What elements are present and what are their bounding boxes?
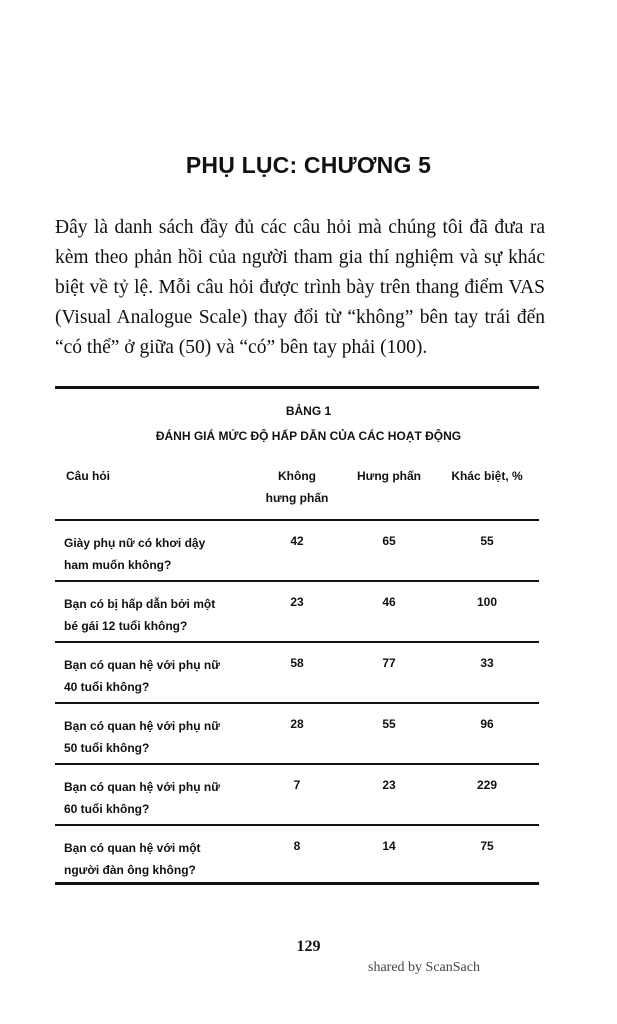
table-row bbox=[55, 763, 539, 824]
row-question-line2: ham muốn không? bbox=[64, 558, 172, 572]
table-top-rule bbox=[55, 386, 539, 389]
row-not-aroused-value: 8 bbox=[293, 839, 301, 853]
page-title: PHỤ LỤC: CHƯƠNG 5 bbox=[185, 152, 432, 178]
row-difference-value: 96 bbox=[480, 717, 494, 731]
row-aroused-value: 77 bbox=[382, 656, 396, 670]
table-row bbox=[55, 641, 539, 702]
row-question bbox=[64, 654, 244, 698]
row-question-line2: 60 tuổi không? bbox=[64, 802, 150, 816]
header-not-aroused-line2: hưng phấn bbox=[265, 491, 329, 505]
row-not-aroused-value: 7 bbox=[293, 778, 301, 792]
row-aroused-value: 14 bbox=[382, 839, 396, 853]
row-question-line1: Bạn có quan hệ với phụ nữ bbox=[64, 719, 220, 733]
table-label: BẢNG 1 bbox=[285, 404, 332, 418]
row-question-line1: Bạn có bị hấp dẫn bởi một bbox=[64, 597, 216, 611]
header-difference: Khác biệt, % bbox=[451, 469, 523, 483]
table-row bbox=[55, 702, 539, 763]
row-question bbox=[64, 837, 244, 881]
row-question bbox=[64, 776, 244, 820]
row-question-line1: Bạn có quan hệ với phụ nữ bbox=[64, 658, 220, 672]
table-title: ĐÁNH GIÁ MỨC ĐỘ HẤP DẪN CỦA CÁC HOẠT ĐỘNG bbox=[155, 429, 462, 443]
header-not-aroused bbox=[262, 465, 332, 509]
row-question-line2: 40 tuổi không? bbox=[64, 680, 150, 694]
row-difference-value: 100 bbox=[476, 595, 498, 609]
row-question bbox=[64, 715, 244, 759]
row-not-aroused-value: 28 bbox=[290, 717, 304, 731]
row-question-line2: 50 tuổi không? bbox=[64, 741, 150, 755]
row-question-line2: bé gái 12 tuổi không? bbox=[64, 619, 188, 633]
row-aroused-value: 23 bbox=[382, 778, 396, 792]
page-number: 129 bbox=[296, 938, 321, 955]
row-difference-value: 33 bbox=[480, 656, 494, 670]
row-question bbox=[64, 532, 244, 576]
header-question: Câu hỏi bbox=[66, 469, 110, 483]
row-difference-value: 229 bbox=[476, 778, 498, 792]
row-question-line2: người đàn ông không? bbox=[64, 863, 196, 877]
table-bottom-rule bbox=[55, 882, 539, 885]
header-aroused: Hưng phấn bbox=[356, 469, 421, 483]
row-question-line1: Bạn có quan hệ với phụ nữ bbox=[64, 780, 220, 794]
header-not-aroused-line1: Không bbox=[278, 469, 316, 483]
row-question bbox=[64, 593, 244, 637]
row-difference-value: 55 bbox=[480, 534, 494, 548]
table-row bbox=[55, 519, 539, 580]
scan-credit: shared by ScanSach bbox=[368, 960, 480, 975]
table-row bbox=[55, 824, 539, 885]
table-row bbox=[55, 580, 539, 641]
table-body bbox=[55, 519, 539, 885]
row-question-line1: Giày phụ nữ có khơi dậy bbox=[64, 536, 206, 550]
row-not-aroused-value: 58 bbox=[290, 656, 304, 670]
intro-paragraph: Đây là danh sách đầy đủ các câu hỏi mà chúng tôi đã đưa ra kèm theo phản hồi của người tham gia thí nghiệm và sự khác biệt về tỷ lệ. Mỗi câu hỏi được trình bày trên thang điểm VAS (Visual Analogue Scale) thay đổi từ “không” bên tay trái đến “có thể” ở giữa (50) và “có” bên tay phải (100). bbox=[55, 217, 545, 358]
row-aroused-value: 46 bbox=[382, 595, 396, 609]
row-question-line1: Bạn có quan hệ với một bbox=[64, 841, 201, 855]
row-aroused-value: 65 bbox=[382, 534, 396, 548]
row-difference-value: 75 bbox=[480, 839, 494, 853]
row-not-aroused-value: 42 bbox=[290, 534, 304, 548]
row-aroused-value: 55 bbox=[382, 717, 396, 731]
row-not-aroused-value: 23 bbox=[290, 595, 304, 609]
